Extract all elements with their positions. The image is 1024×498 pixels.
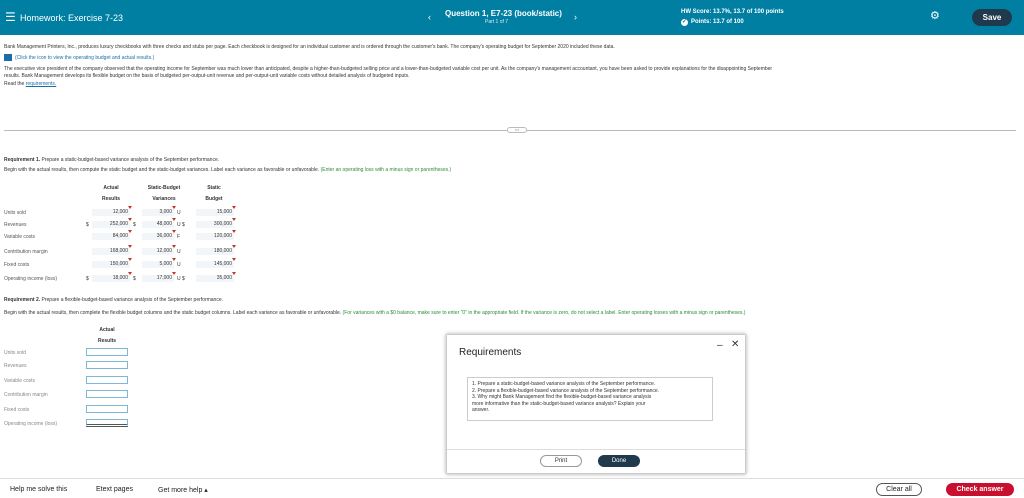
answer-marker-icon xyxy=(172,272,176,275)
req1-actual-cell[interactable]: 84,000 xyxy=(92,233,130,240)
dollar-sign: $ xyxy=(182,276,185,282)
req1-actual-cell[interactable]: 18,000 xyxy=(92,275,130,282)
req2-actual-input[interactable] xyxy=(86,348,128,356)
req1-variance-label[interactable]: U xyxy=(177,249,181,255)
req1-variance-cell[interactable]: 17,000 xyxy=(142,275,174,282)
req1-variance-cell[interactable]: 12,000 xyxy=(142,248,174,255)
minimize-icon[interactable]: – xyxy=(717,340,723,351)
save-button[interactable]: Save xyxy=(972,9,1012,26)
etext-pages-link[interactable]: Etext pages xyxy=(96,486,133,493)
answer-marker-icon xyxy=(232,230,236,233)
col-static-1: Static xyxy=(207,185,221,191)
question-title: Question 1, E7-23 (book/static) xyxy=(445,9,562,18)
req2-row-label: Variable costs xyxy=(4,378,36,384)
req2-row-label: Revenues xyxy=(4,363,27,369)
col-variance-2: Variances xyxy=(152,196,176,202)
view-data-link[interactable] xyxy=(4,54,154,61)
req1-budget-cell[interactable]: 35,000 xyxy=(196,275,234,282)
req1-budget-cell[interactable]: 180,000 xyxy=(196,248,234,255)
print-button[interactable]: Print xyxy=(540,455,582,467)
dollar-sign: $ xyxy=(133,276,136,282)
points-text: Points: 13.7 of 100 xyxy=(691,19,744,25)
answer-marker-icon xyxy=(172,230,176,233)
requirements-modal xyxy=(446,334,746,474)
requirement-item-3b: more informative than the static-budget-based variance analysis? Explain your xyxy=(472,400,646,407)
done-button[interactable]: Done xyxy=(598,455,640,467)
hw-score: HW Score: 13.7%, 13.7 of 100 points xyxy=(681,9,784,15)
points-display xyxy=(681,19,744,26)
req1-variance-cell[interactable]: 36,000 xyxy=(142,233,174,240)
req1-budget-cell[interactable]: 300,000 xyxy=(196,221,234,228)
req2-hint: (For variances with a $0 balance, make sure to enter "0" in the appropriate field. If the variance is zero, do not select a label. Enter operating losses with a minus sign or parentheses.) xyxy=(342,310,746,316)
requirement-item-3: 3. Why might Bank Management find the flexible-budget-based variance analysis xyxy=(472,394,652,400)
view-data-link-text[interactable]: (Click the icon to view the operating budget and actual results.) xyxy=(15,54,155,61)
requirement-2-title xyxy=(4,297,223,303)
req1-row-label: Contribution margin xyxy=(4,249,48,255)
answer-marker-icon xyxy=(128,272,132,275)
req2-row-label: Fixed costs xyxy=(4,407,30,413)
answer-marker-icon xyxy=(128,206,132,209)
answer-marker-icon xyxy=(172,258,176,261)
requirement-item-1: 1. Prepare a static-budget-based variance analysis of the September performance. xyxy=(472,381,656,387)
req1-hint: (Enter an operating loss with a minus sign or parentheses.) xyxy=(320,167,452,173)
menu-icon[interactable]: ☰ xyxy=(5,10,16,24)
chevron-left-icon[interactable]: ‹ xyxy=(428,12,431,22)
modal-title: Requirements xyxy=(459,347,522,358)
grid-icon[interactable] xyxy=(4,54,12,61)
req1-row-label: Variable costs xyxy=(4,234,36,240)
req1-instr: Begin with the actual results, then compute the static budget and the static-budget variances. Label each variance as favorable or unfavorable. xyxy=(4,167,320,173)
req1-variance-label[interactable]: U xyxy=(177,262,181,268)
answer-marker-icon xyxy=(172,218,176,221)
req1-row-label: Revenues xyxy=(4,222,27,228)
dollar-sign: $ xyxy=(86,222,89,228)
answer-marker-icon xyxy=(128,258,132,261)
req1-budget-cell[interactable]: 120,000 xyxy=(196,233,234,240)
requirement-2-instructions xyxy=(4,310,745,316)
req1-variance-cell[interactable]: 5,000 xyxy=(142,261,174,268)
answer-marker-icon xyxy=(172,206,176,209)
col-static-2: Budget xyxy=(205,196,223,202)
answer-marker-icon xyxy=(232,258,236,261)
answer-marker-icon xyxy=(232,218,236,221)
req2-row-label: Operating income (loss) xyxy=(4,421,58,427)
answer-marker-icon xyxy=(232,206,236,209)
req2-instr: Begin with the actual results, then complete the flexible budget columns and the static budget columns. Label each variance as favorable or unfavorable. xyxy=(4,310,342,316)
answer-marker-icon xyxy=(128,245,132,248)
answer-marker-icon xyxy=(232,245,236,248)
requirements-list xyxy=(467,377,713,421)
req2-row-label: Contribution margin xyxy=(4,392,48,398)
requirement-1-title xyxy=(4,157,219,163)
answer-marker-icon xyxy=(232,272,236,275)
requirement-1-instructions xyxy=(4,167,451,173)
req1-variance-cell[interactable]: 3,000 xyxy=(142,209,174,216)
clear-all-button[interactable]: Clear all xyxy=(876,483,922,496)
problem-text-1: Bank Management Printers, Inc., produces luxury checkbooks with three checks and stubs per page. Each checkbook is designed for an individual customer and is ordered through the customer's bank. The company's operating budget for September 2020 included these data. xyxy=(4,44,615,50)
requirement-item-3c: answer. xyxy=(472,407,490,413)
homework-title: Homework: Exercise 7-23 xyxy=(20,13,124,23)
read-prefix: Read the xyxy=(4,81,26,87)
problem-text-3: The executive vice president of the company observed that the operating income for September was much lower than anticipated, despite a higher-than-budgeted selling price and a lower-than-budgeted variable cost per unit. As the company's management accountant, you have been asked to provide explanations for the disappointing September xyxy=(4,66,773,72)
divider-handle[interactable]: ••• xyxy=(507,127,527,133)
answer-marker-icon xyxy=(128,230,132,233)
top-bar xyxy=(0,0,1024,35)
req1-variance-label[interactable]: F xyxy=(177,234,181,240)
req1-actual-cell[interactable]: 168,000 xyxy=(92,248,130,255)
req1-row-label: Units sold xyxy=(4,210,26,216)
req2-actual-input[interactable] xyxy=(86,405,128,413)
bottom-bar xyxy=(0,478,1024,498)
close-icon[interactable]: ✕ xyxy=(731,339,740,350)
req1-variance-cell[interactable]: 48,000 xyxy=(142,221,174,228)
modal-divider xyxy=(447,449,745,450)
question-part: Part 1 of 7 xyxy=(485,19,509,25)
read-requirements xyxy=(4,81,56,87)
get-more-help-link[interactable]: Get more help ▴ xyxy=(158,487,208,494)
answer-marker-icon xyxy=(128,218,132,221)
dollar-sign: $ xyxy=(133,222,136,228)
requirement-item-2: 2. Prepare a flexible-budget-based variance analysis of the September performance. xyxy=(472,387,660,394)
problem-text-4: results. Bank Management develops its flexible budget on the basis of budgeted per-output-unit revenue and per-output-unit variable costs without detailed analysis of budgeted inputs. xyxy=(4,73,410,79)
req1-rest: Prepare a static-budget-based variance analysis of the September performance. xyxy=(40,157,220,163)
req1-actual-cell[interactable]: 150,000 xyxy=(92,261,130,268)
req1-variance-label[interactable]: U xyxy=(177,276,181,282)
check-circle-icon: ✓ xyxy=(681,19,688,25)
check-answer-button[interactable]: Check answer xyxy=(946,483,1014,496)
req1-budget-cell[interactable]: 145,000 xyxy=(196,261,234,268)
col-actual-1: Actual xyxy=(103,185,119,191)
req2-actual-input[interactable] xyxy=(86,390,128,398)
req2-actual-input[interactable] xyxy=(86,419,128,427)
dollar-sign: $ xyxy=(86,276,89,282)
req1-row-label: Fixed costs xyxy=(4,262,30,268)
req2-bold: Requirement 2. xyxy=(4,297,41,303)
req1-actual-cell[interactable]: 252,000 xyxy=(92,221,130,228)
help-me-solve-link[interactable]: Help me solve this xyxy=(10,486,68,493)
answer-marker-icon xyxy=(172,245,176,248)
chevron-right-icon[interactable]: › xyxy=(574,12,577,22)
dollar-sign: $ xyxy=(182,222,185,228)
req2-row-label: Units sold xyxy=(4,350,26,356)
req2-actual-input[interactable] xyxy=(86,376,128,384)
req2-rest: Prepare a flexible-budget-based variance analysis of the September performance. xyxy=(40,297,224,303)
req1-bold: Requirement 1. xyxy=(4,157,41,163)
col-actual-2: Results xyxy=(101,196,121,202)
req1-actual-cell[interactable]: 12,000 xyxy=(92,209,130,216)
req1-row-label: Operating income (loss) xyxy=(4,276,58,282)
gear-icon[interactable]: ⚙ xyxy=(930,10,940,22)
req1-variance-label[interactable]: U xyxy=(177,210,181,216)
req1-variance-label[interactable]: U xyxy=(177,222,181,228)
col-variance-1: Static-Budget xyxy=(147,185,181,191)
req2-col-actual-1: Actual xyxy=(99,327,115,333)
requirements-link[interactable]: requirements. xyxy=(25,81,57,87)
req2-col-actual-2: Results xyxy=(97,338,117,344)
req2-actual-input[interactable] xyxy=(86,361,128,369)
req1-budget-cell[interactable]: 15,000 xyxy=(196,209,234,216)
